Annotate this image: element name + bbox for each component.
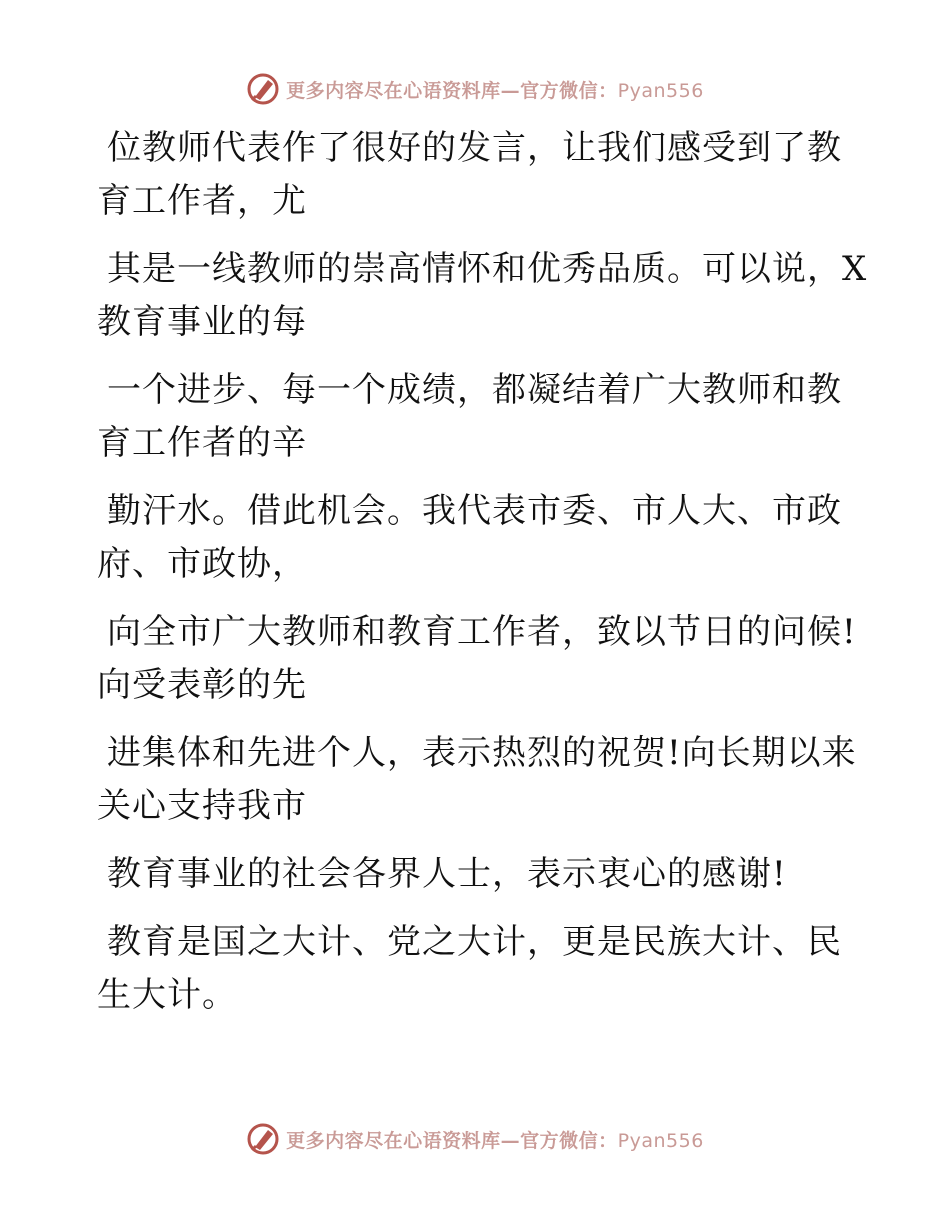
- paragraph-line: 教育事业的社会各界人士，表示衷心的感谢!: [107, 854, 787, 894]
- header-banner: [0, 72, 950, 106]
- paragraph-line: 关心支持我市: [97, 786, 307, 826]
- paragraph-7: [97, 848, 857, 901]
- document-body: [97, 122, 868, 1037]
- header-banner-text: [286, 76, 704, 103]
- paragraph-line: 其是一线教师的崇高情怀和优秀品质。可以说，X: [107, 249, 868, 289]
- paragraph-line: 教育事业的每: [97, 302, 307, 342]
- paragraph-line: 位教师代表作了很好的发言，让我们感受到了教: [107, 128, 842, 168]
- header-banner-wechat-id: Pyan556: [617, 79, 704, 102]
- pen-nib-circle-icon: [246, 72, 280, 106]
- footer-banner: [0, 1122, 950, 1156]
- paragraph-3: [97, 364, 857, 470]
- footer-banner-text: [286, 1126, 704, 1153]
- paragraph-line: 育工作者，尤: [97, 181, 307, 221]
- paragraph-line: 育工作者的辛: [97, 423, 307, 463]
- paragraph-8: [97, 916, 857, 1022]
- paragraph-6: [97, 727, 857, 833]
- paragraph-line: 进集体和先进个人，表示热烈的祝贺!向长期以来: [107, 733, 857, 773]
- paragraph-line: 府、市政协，: [97, 544, 307, 584]
- paragraph-line: 生大计。: [97, 975, 237, 1015]
- pen-nib-circle-icon: [246, 1122, 280, 1156]
- paragraph-line: 一个进步、每一个成绩，都凝结着广大教师和教: [107, 370, 842, 410]
- paragraph-line: 向全市广大教师和教育工作者，致以节日的问候!: [107, 612, 857, 652]
- paragraph-1: [97, 122, 857, 228]
- paragraph-line: 向受表彰的先: [97, 665, 307, 705]
- paragraph-line: 教育是国之大计、党之大计，更是民族大计、民: [107, 922, 842, 962]
- footer-banner-cn: 更多内容尽在心语资料库—官方微信：: [286, 1129, 618, 1152]
- paragraph-2: [97, 243, 868, 349]
- footer-banner-wechat-id: Pyan556: [617, 1129, 704, 1152]
- paragraph-5: [97, 606, 857, 712]
- paragraph-line: 勤汗水。借此机会。我代表市委、市人大、市政: [107, 491, 842, 531]
- paragraph-4: [97, 485, 857, 591]
- header-banner-cn: 更多内容尽在心语资料库—官方微信：: [286, 79, 618, 102]
